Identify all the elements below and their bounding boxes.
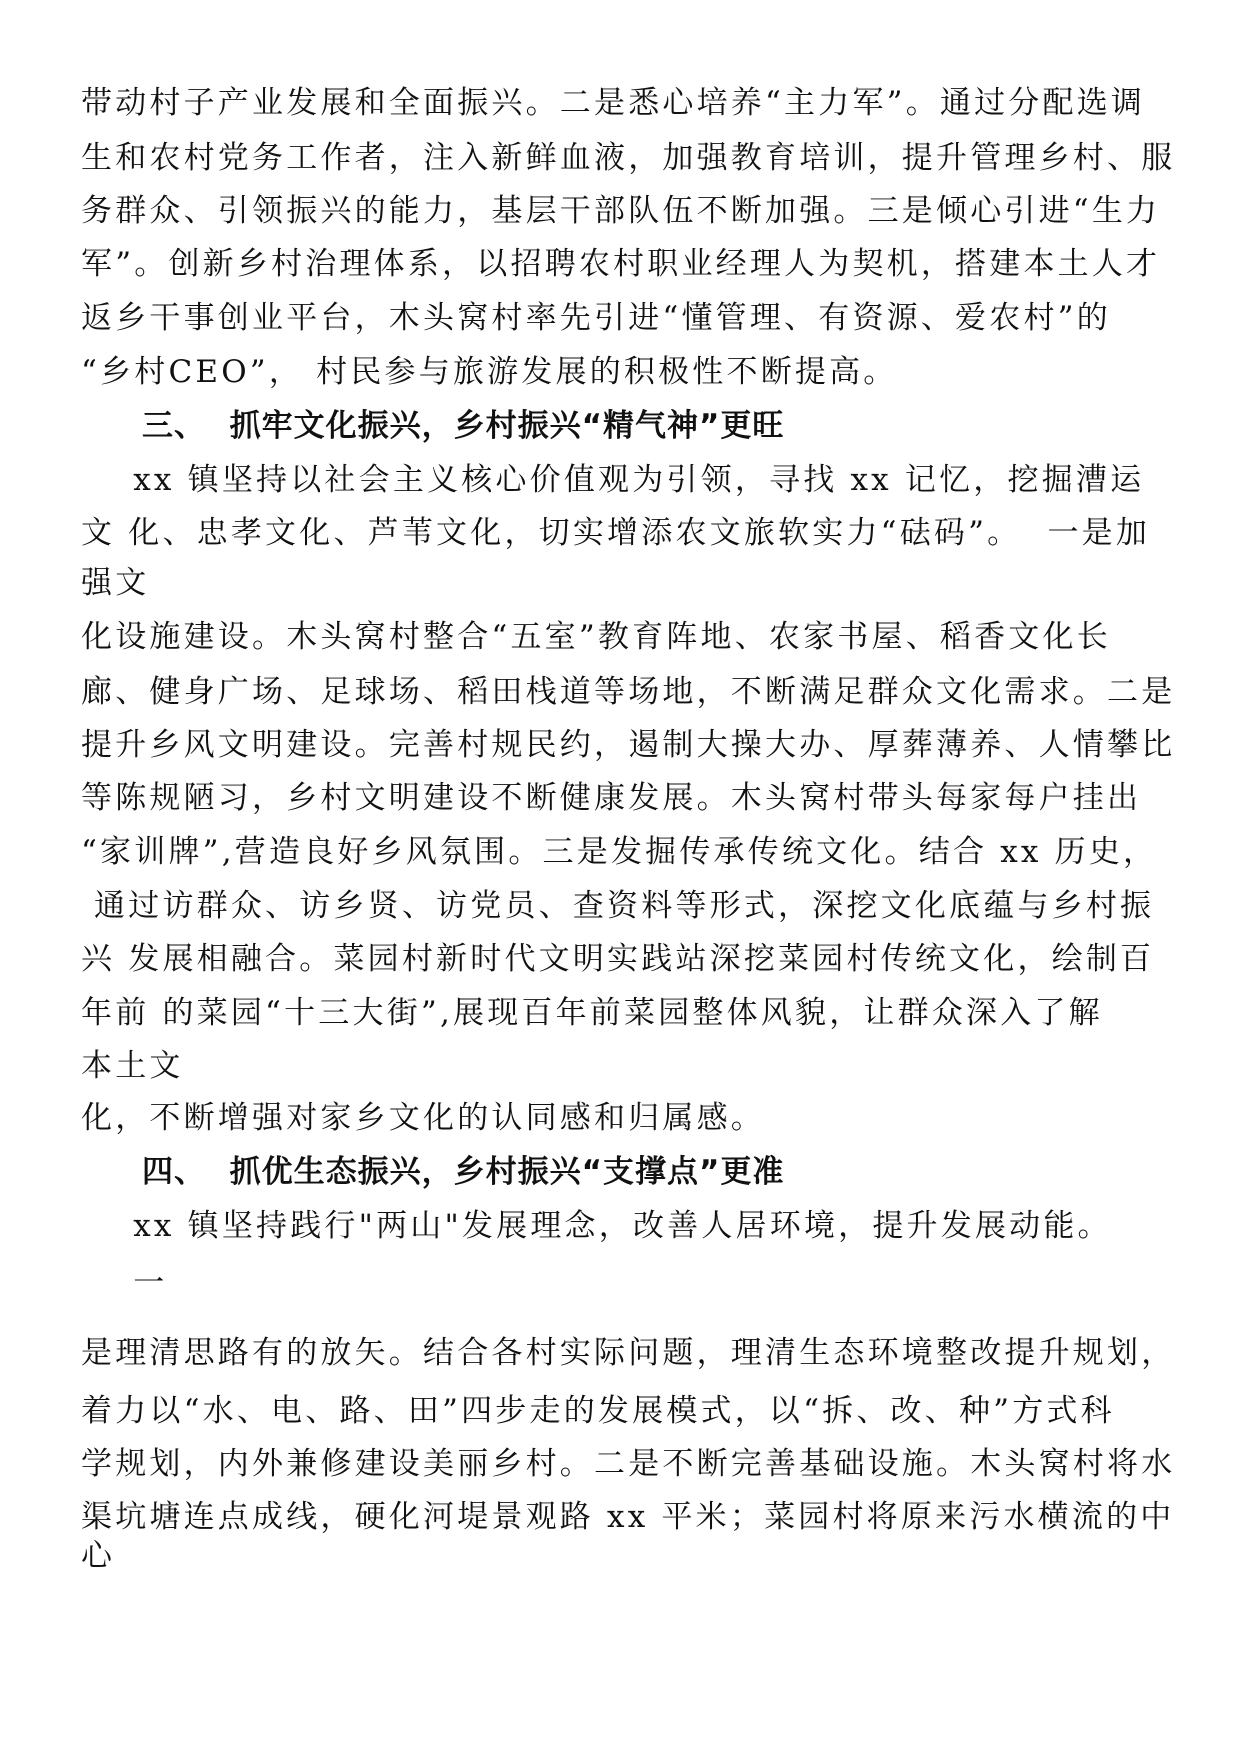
- section-heading: 四、 抓优生态振兴，乡村振兴“支撑点”更准: [142, 1154, 785, 1190]
- body-text-line: 务群众、引领振兴的能力，基层干部队伍不断加强。三是倾心引进“生力: [81, 193, 1161, 229]
- body-text-line: “乡村CEO”， 村民参与旅游发展的积极性不断提高。: [81, 354, 898, 390]
- body-text-line: 化，不断增强对家乡文化的认同感和归属感。: [81, 1100, 765, 1136]
- body-text-line: 本土文: [81, 1048, 184, 1084]
- body-text-line: 一: [81, 1265, 168, 1301]
- body-text-line: 文 化、忠孝文化、芦苇文化，切实增添农文旅软实力“砝码”。 一是加: [81, 515, 1151, 551]
- body-text-line: 提升乡风文明建设。完善村规民约，遏制大操大办、厚葬薄养、人情攀比: [81, 727, 1176, 763]
- body-text-line: 生和农村党务工作者，注入新鲜血液，加强教育培训，提升管理乡村、服: [81, 140, 1176, 176]
- body-text-line: xx 镇坚持以社会主义核心价值观为引领，寻找 xx 记忆，挖掘漕运: [81, 462, 1145, 498]
- body-text-line: 兴 发展相融合。菜园村新时代文明实践站深挖菜园村传统文化，绘制百: [81, 941, 1155, 977]
- body-text-line: 是理清思路有的放矢。结合各村实际问题，理清生态环境整改提升规划，: [81, 1335, 1176, 1371]
- body-text-line: 等陈规陋习，乡村文明建设不断健康发展。木头窝村带头每家每户挂出: [81, 780, 1142, 816]
- body-text-line: 强文: [81, 565, 150, 601]
- body-text-line: 渠坑塘连点成线，硬化河堤景观路 xx 平米；菜园村将原来污水横流的中: [81, 1499, 1175, 1535]
- body-text-line: 化设施建设。木头窝村整合“五室”教育阵地、农家书屋、稻香文化长: [81, 619, 1111, 655]
- body-text-line: 带动村子产业发展和全面振兴。二是悉心培养“主力军”。通过分配选调: [81, 85, 1146, 121]
- body-text-line: 军”。创新乡村治理体系，以招聘农村职业经理人为契机，搭建本土人才: [81, 246, 1161, 282]
- body-text-line: xx 镇坚持践行"两山"发展理念，改善人居环境，提升发展动能。: [81, 1208, 1112, 1244]
- body-text-line: 廊、健身广场、足球场、稻田栈道等场地，不断满足群众文化需求。二是: [81, 674, 1176, 710]
- body-text-line: 着力以“水、电、路、田”四步走的发展模式，以“拆、改、种”方式科: [81, 1393, 1115, 1429]
- body-text-line: 心: [81, 1538, 116, 1574]
- body-text-line: 返乡干事创业平台，木头窝村率先引进“懂管理、有资源、爱农村”的: [81, 300, 1111, 336]
- body-text-line: 年前 的菜园“十三大街”,展现百年前菜园整体风貌，让群众深入了解: [81, 995, 1103, 1031]
- body-text-line: “家训牌”,营造良好乡风氛围。三是发掘传承传统文化。结合 xx 历史，: [81, 834, 1158, 870]
- body-text-line: 通过访群众、访乡贤、访党员、查资料等形式，深挖文化底蕴与乡村振: [81, 888, 1155, 924]
- body-text-line: 学规划，内外兼修建设美丽乡村。二是不断完善基础设施。木头窝村将水: [81, 1446, 1176, 1482]
- section-heading: 三、 抓牢文化振兴，乡村振兴“精气神”更旺: [142, 408, 785, 444]
